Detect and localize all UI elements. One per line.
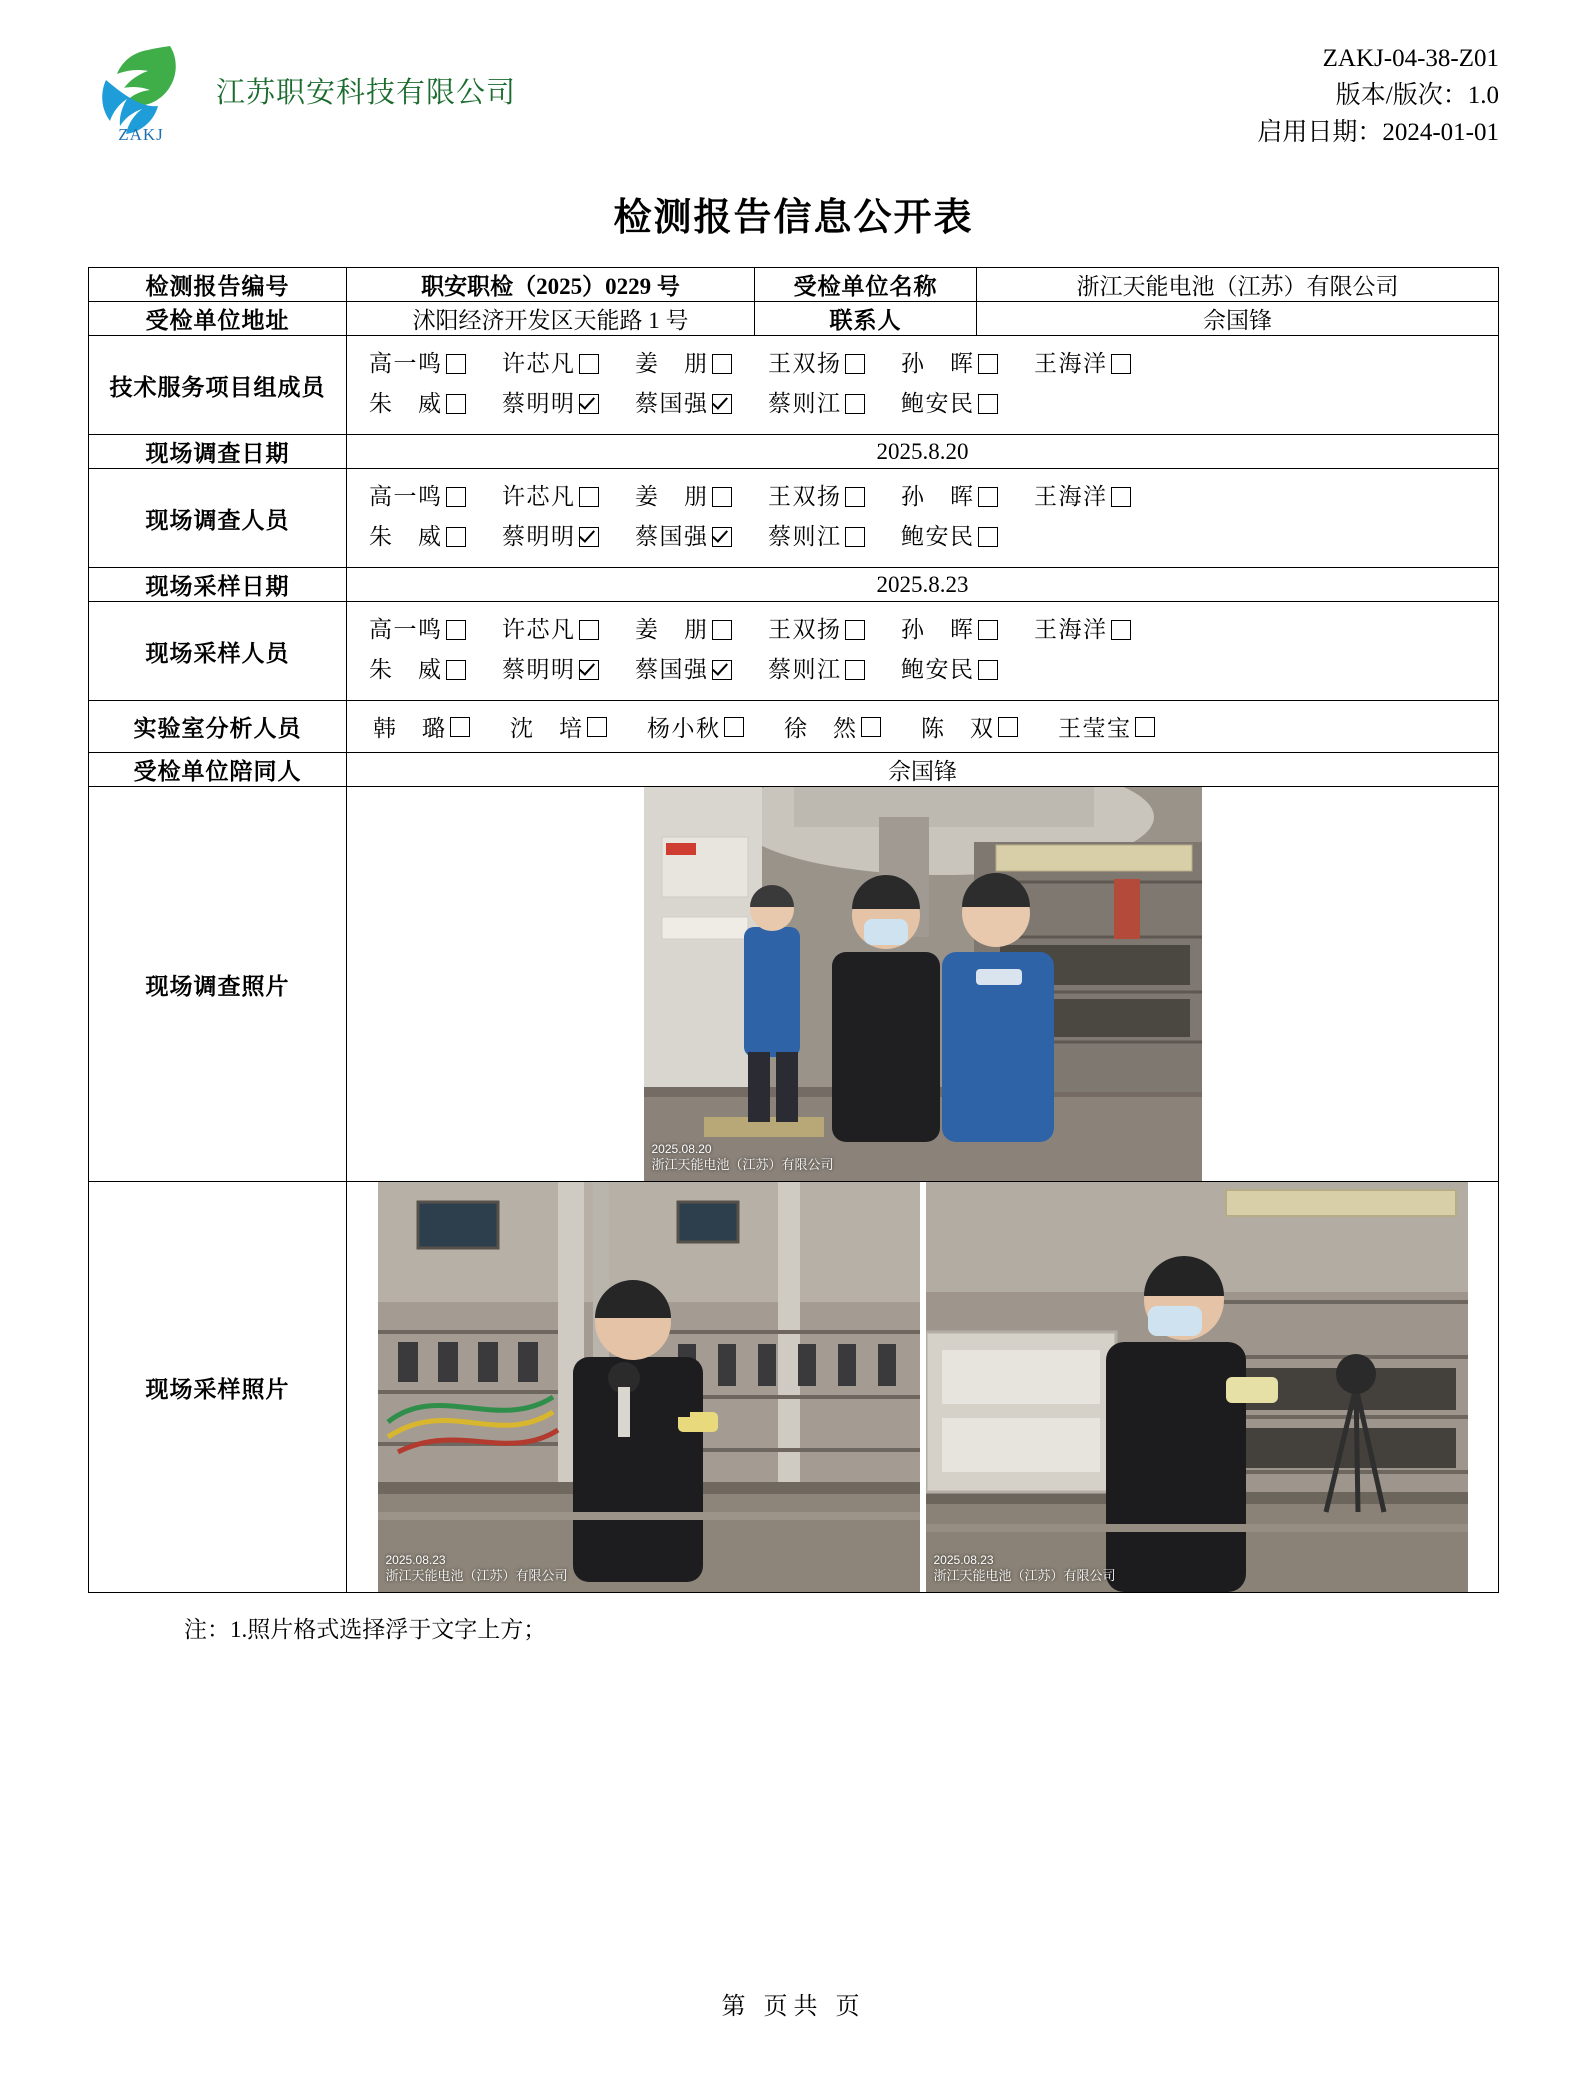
checkbox-icon[interactable] xyxy=(587,717,607,737)
checkbox-icon[interactable] xyxy=(1135,717,1155,737)
person-name: 朱威 xyxy=(369,391,441,416)
checkbox-icon[interactable] xyxy=(861,717,881,737)
person-checkbox-item[interactable] xyxy=(635,613,732,647)
person-name: 韩璐 xyxy=(373,716,445,741)
photo-date: 2025.08.23 xyxy=(385,1553,446,1567)
person-checkbox-item[interactable] xyxy=(901,387,998,421)
checkbox-icon[interactable] xyxy=(978,660,998,680)
checkbox-icon[interactable] xyxy=(579,620,599,640)
person-checkbox-item[interactable] xyxy=(768,613,865,647)
checkbox-icon[interactable] xyxy=(845,620,865,640)
checkbox-icon[interactable] xyxy=(446,660,466,680)
person-checkbox-item[interactable] xyxy=(1058,710,1155,743)
person-checkbox-item[interactable] xyxy=(502,520,599,554)
checkbox-checked-icon[interactable] xyxy=(712,527,732,547)
person-name: 蔡则江 xyxy=(768,657,840,682)
person-checkbox-item[interactable] xyxy=(768,520,865,554)
checkbox-checked-icon[interactable] xyxy=(712,394,732,414)
person-name: 孙晖 xyxy=(901,484,973,509)
report-info-table xyxy=(88,267,1499,1593)
person-checkbox-item[interactable] xyxy=(369,520,466,554)
sampling-photo-wrap xyxy=(347,1182,1498,1592)
report-no-value: 职安职检（2025）0229 号 xyxy=(347,268,755,302)
person-name: 姜朋 xyxy=(635,617,707,642)
sampling-photo-1 xyxy=(378,1182,920,1592)
person-checkbox-item[interactable] xyxy=(901,613,998,647)
page-title: 检测报告信息公开表 xyxy=(613,197,974,239)
photo-stamp xyxy=(934,1552,1116,1584)
checkbox-checked-icon[interactable] xyxy=(579,660,599,680)
person-name: 蔡国强 xyxy=(635,657,707,682)
person-name: 蔡明明 xyxy=(502,391,574,416)
person-checkbox-item[interactable] xyxy=(768,480,865,514)
person-checkbox-item[interactable] xyxy=(901,653,998,687)
table-row xyxy=(89,336,1499,435)
survey-photo-cell xyxy=(347,787,1499,1182)
person-checkbox-item[interactable] xyxy=(901,520,998,554)
person-name: 王海洋 xyxy=(1034,617,1106,642)
sample-date-label: 现场采样日期 xyxy=(89,568,347,602)
people-row xyxy=(369,477,1480,517)
table-row xyxy=(89,302,1499,336)
person-checkbox-item[interactable] xyxy=(373,710,470,743)
checkbox-icon[interactable] xyxy=(446,487,466,507)
person-checkbox-item[interactable] xyxy=(369,613,466,647)
person-checkbox-item[interactable] xyxy=(369,387,466,421)
page-footer: 第 页共 页 xyxy=(721,1994,866,2020)
team-members-cell xyxy=(347,336,1499,435)
person-name: 孙晖 xyxy=(901,617,973,642)
table-row xyxy=(89,753,1499,787)
survey-photo-1 xyxy=(644,787,1202,1181)
contact-label: 联系人 xyxy=(755,302,977,336)
page-header xyxy=(88,0,1499,156)
person-checkbox-item[interactable] xyxy=(635,480,732,514)
person-checkbox-item[interactable] xyxy=(635,520,732,554)
contact-value: 佘国锋 xyxy=(977,302,1499,336)
checkbox-icon[interactable] xyxy=(845,354,865,374)
sampling-photo-2 xyxy=(926,1182,1468,1592)
person-checkbox-item[interactable] xyxy=(369,480,466,514)
survey-photo-wrap xyxy=(347,787,1498,1181)
person-checkbox-item[interactable] xyxy=(369,347,466,381)
person-name: 鲍安民 xyxy=(901,391,973,416)
person-name: 朱威 xyxy=(369,657,441,682)
report-no-label: 检测报告编号 xyxy=(89,268,347,302)
sampling-photo-cell xyxy=(347,1182,1499,1593)
table-row xyxy=(89,568,1499,602)
person-checkbox-item[interactable] xyxy=(635,387,732,421)
person-checkbox-item[interactable] xyxy=(502,480,599,514)
person-name: 高一鸣 xyxy=(369,351,441,376)
doc-version: 版本/版次：1.0 xyxy=(1335,82,1499,109)
people-grid-survey xyxy=(347,469,1498,567)
doc-effective-date: 启用日期：2024-01-01 xyxy=(1257,119,1499,146)
person-checkbox-item[interactable] xyxy=(502,653,599,687)
checkbox-icon[interactable] xyxy=(978,620,998,640)
person-checkbox-item[interactable] xyxy=(502,613,599,647)
table-row xyxy=(89,701,1499,753)
person-name: 王莹宝 xyxy=(1058,716,1130,741)
people-row xyxy=(369,344,1480,384)
checkbox-icon[interactable] xyxy=(845,660,865,680)
person-checkbox-item[interactable] xyxy=(1034,347,1131,381)
people-row-lab xyxy=(347,701,1498,752)
person-name: 王海洋 xyxy=(1034,351,1106,376)
checkbox-icon[interactable] xyxy=(450,717,470,737)
person-name: 徐然 xyxy=(784,716,856,741)
person-name: 许芯凡 xyxy=(502,617,574,642)
checkbox-icon[interactable] xyxy=(845,394,865,414)
person-name: 鲍安民 xyxy=(901,657,973,682)
checkbox-icon[interactable] xyxy=(446,354,466,374)
person-name: 高一鸣 xyxy=(369,617,441,642)
person-name: 陈双 xyxy=(921,716,993,741)
company-name: 江苏职安科技有限公司 xyxy=(216,76,517,109)
photo-stamp xyxy=(386,1552,568,1584)
lab-staff-label: 实验室分析人员 xyxy=(89,701,347,753)
checkbox-icon[interactable] xyxy=(978,354,998,374)
header-meta xyxy=(1257,36,1499,151)
person-name: 王双扬 xyxy=(768,617,840,642)
person-checkbox-item[interactable] xyxy=(635,347,732,381)
sample-photo-label: 现场采样照片 xyxy=(89,1182,347,1593)
photo-date: 2025.08.20 xyxy=(651,1142,712,1156)
person-name: 蔡则江 xyxy=(768,524,840,549)
table-row xyxy=(89,1182,1499,1593)
people-row xyxy=(369,384,1480,424)
people-row xyxy=(369,650,1480,690)
people-row xyxy=(369,517,1480,557)
person-name: 王海洋 xyxy=(1034,484,1106,509)
person-name: 杨小秋 xyxy=(647,716,719,741)
checkbox-icon[interactable] xyxy=(712,620,732,640)
person-checkbox-item[interactable] xyxy=(901,480,998,514)
person-name: 朱威 xyxy=(369,524,441,549)
checkbox-icon[interactable] xyxy=(978,527,998,547)
person-checkbox-item[interactable] xyxy=(768,347,865,381)
checkbox-icon[interactable] xyxy=(845,527,865,547)
checkbox-icon[interactable] xyxy=(579,354,599,374)
survey-staff-label: 现场调查人员 xyxy=(89,469,347,568)
person-checkbox-item[interactable] xyxy=(768,387,865,421)
person-checkbox-item[interactable] xyxy=(502,387,599,421)
doc-number: ZAKJ-04-38-Z01 xyxy=(1322,45,1499,72)
person-name: 许芯凡 xyxy=(502,351,574,376)
checkbox-checked-icon[interactable] xyxy=(712,660,732,680)
photo-caption: 浙江天能电池（江苏）有限公司 xyxy=(385,1568,568,1583)
person-checkbox-item[interactable] xyxy=(635,653,732,687)
checkbox-icon[interactable] xyxy=(978,487,998,507)
checkbox-checked-icon[interactable] xyxy=(579,394,599,414)
escort-value: 佘国锋 xyxy=(347,753,1499,787)
person-checkbox-item[interactable] xyxy=(1034,480,1131,514)
table-row xyxy=(89,787,1499,1182)
team-label: 技术服务项目组成员 xyxy=(89,336,347,435)
checkbox-icon[interactable] xyxy=(1111,487,1131,507)
client-label: 受检单位名称 xyxy=(755,268,977,302)
sample-date-value: 2025.8.23 xyxy=(347,568,1499,602)
person-checkbox-item[interactable] xyxy=(369,653,466,687)
escort-label: 受检单位陪同人 xyxy=(89,753,347,787)
address-label: 受检单位地址 xyxy=(89,302,347,336)
person-name: 王双扬 xyxy=(768,484,840,509)
person-name: 蔡国强 xyxy=(635,524,707,549)
table-row xyxy=(89,435,1499,469)
person-name: 蔡则江 xyxy=(768,391,840,416)
person-checkbox-item[interactable] xyxy=(510,710,607,743)
table-note: 注：1.照片格式选择浮于文字上方； xyxy=(184,1617,547,1642)
person-checkbox-item[interactable] xyxy=(901,347,998,381)
checkbox-icon[interactable] xyxy=(998,717,1018,737)
person-name: 蔡国强 xyxy=(635,391,707,416)
brand-block xyxy=(88,36,516,144)
checkbox-icon[interactable] xyxy=(446,527,466,547)
person-checkbox-item[interactable] xyxy=(647,710,744,743)
checkbox-icon[interactable] xyxy=(446,394,466,414)
company-logo-icon xyxy=(88,36,194,144)
table-row xyxy=(89,602,1499,701)
people-grid-sampling xyxy=(347,602,1498,700)
photo-caption: 浙江天能电池（江苏）有限公司 xyxy=(933,1568,1116,1583)
person-name: 鲍安民 xyxy=(901,524,973,549)
checkbox-checked-icon[interactable] xyxy=(579,527,599,547)
checkbox-icon[interactable] xyxy=(712,354,732,374)
photo-date: 2025.08.23 xyxy=(933,1553,994,1567)
sample-staff-cell xyxy=(347,602,1499,701)
checkbox-icon[interactable] xyxy=(579,487,599,507)
checkbox-icon[interactable] xyxy=(845,487,865,507)
person-name: 许芯凡 xyxy=(502,484,574,509)
people-grid-team xyxy=(347,336,1498,434)
table-row xyxy=(89,469,1499,568)
sample-staff-label: 现场采样人员 xyxy=(89,602,347,701)
table-row xyxy=(89,268,1499,302)
person-checkbox-item[interactable] xyxy=(1034,613,1131,647)
person-checkbox-item[interactable] xyxy=(921,710,1018,743)
svg-text:ZAKJ: ZAKJ xyxy=(118,125,164,144)
checkbox-icon[interactable] xyxy=(978,394,998,414)
person-name: 蔡明明 xyxy=(502,657,574,682)
person-name: 高一鸣 xyxy=(369,484,441,509)
person-checkbox-item[interactable] xyxy=(502,347,599,381)
person-name: 姜朋 xyxy=(635,351,707,376)
person-name: 蔡明明 xyxy=(502,524,574,549)
photo-caption: 浙江天能电池（江苏）有限公司 xyxy=(651,1157,834,1172)
survey-date-value: 2025.8.20 xyxy=(347,435,1499,469)
person-name: 王双扬 xyxy=(768,351,840,376)
checkbox-icon[interactable] xyxy=(712,487,732,507)
person-checkbox-item[interactable] xyxy=(784,710,881,743)
checkbox-icon[interactable] xyxy=(1111,620,1131,640)
lab-staff-cell xyxy=(347,701,1499,753)
address-value: 沭阳经济开发区天能路 1 号 xyxy=(347,302,755,336)
checkbox-icon[interactable] xyxy=(724,717,744,737)
person-name: 沈培 xyxy=(510,716,582,741)
photo-stamp xyxy=(652,1141,834,1173)
client-value: 浙江天能电池（江苏）有限公司 xyxy=(977,268,1499,302)
survey-staff-cell xyxy=(347,469,1499,568)
person-name: 姜朋 xyxy=(635,484,707,509)
checkbox-icon[interactable] xyxy=(1111,354,1131,374)
person-checkbox-item[interactable] xyxy=(768,653,865,687)
survey-photo-label: 现场调查照片 xyxy=(89,787,347,1182)
checkbox-icon[interactable] xyxy=(446,620,466,640)
survey-date-label: 现场调查日期 xyxy=(89,435,347,469)
people-row xyxy=(369,610,1480,650)
person-name: 孙晖 xyxy=(901,351,973,376)
